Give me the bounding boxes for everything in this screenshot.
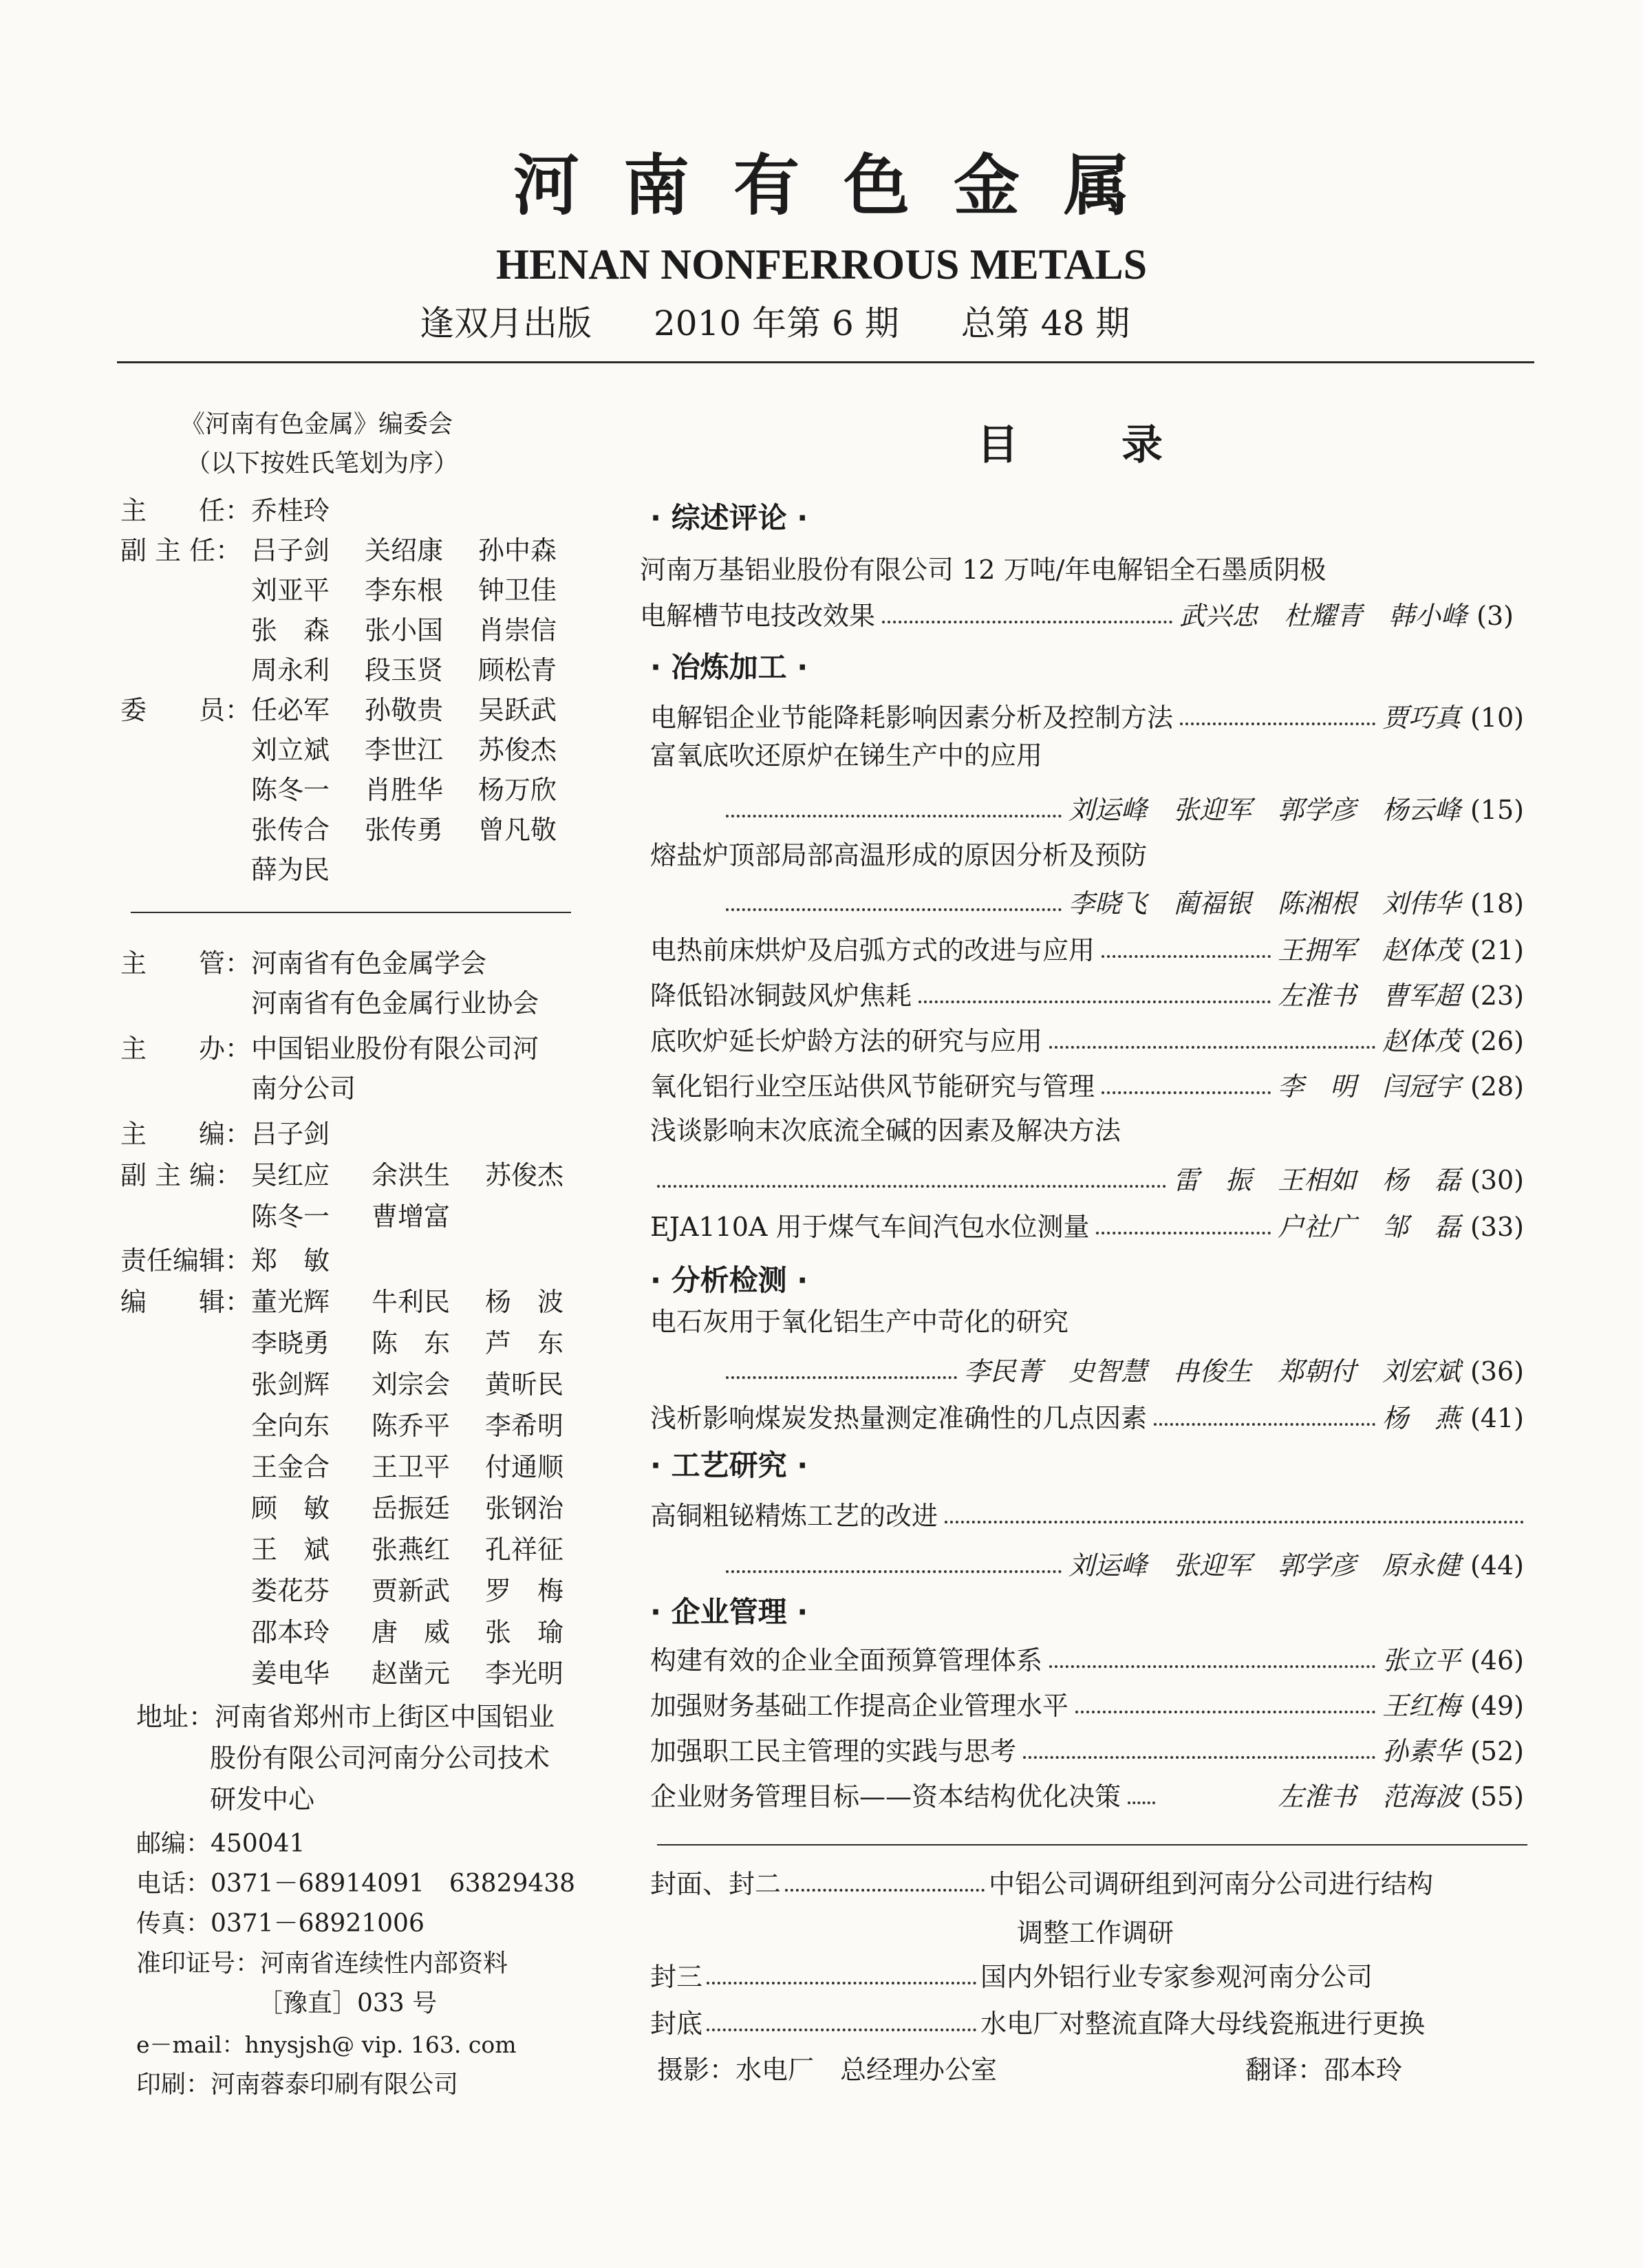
row-label: 责任编辑： <box>120 1245 252 1276</box>
member-name: 任必军 <box>251 695 330 725</box>
member-name: 顾松青 <box>478 655 557 685</box>
board-subheading: （以下按姓氏笔划为序） <box>186 449 459 478</box>
toc-entry-title: 电解铝企业节能降耗影响因素分析及控制方法 <box>650 703 1174 733</box>
toc-entry[interactable] <box>650 1771 1524 1812</box>
member-name: 张 森 <box>251 615 330 645</box>
total-issue-number: 总第 48 期 <box>960 303 1130 343</box>
cover-credit <box>650 2008 1524 2040</box>
toc-entry-authors: 户社广 邹 磊 <box>1277 1212 1461 1242</box>
editor-name: 陈冬一 <box>251 1201 330 1232</box>
section-heading: · 综述评论 · <box>650 501 808 535</box>
toc-entry[interactable] <box>650 925 1524 966</box>
toc-entry-authors: 刘运峰 张迎军 郭学彦 杨云峰 <box>1068 795 1461 825</box>
row-label: 主 管： <box>120 948 252 978</box>
leader-dots <box>1023 1756 1375 1759</box>
toc-entry-authors: 武兴忠 杜耀青 韩小峰 <box>1179 601 1468 631</box>
editor-name: 邵本玲 <box>251 1617 330 1647</box>
toc-entry[interactable] <box>650 1346 1524 1387</box>
editor-name: 李光明 <box>485 1658 564 1689</box>
toc-entry-title: 企业财务管理目标——资本结构优化决策 <box>650 1782 1121 1812</box>
toc-entry-page: (30) <box>1470 1165 1524 1195</box>
toc-entry-page: (49) <box>1470 1691 1524 1721</box>
member-name: 陈冬一 <box>251 775 330 805</box>
toc-entry-title: 浅析影响煤炭发热量测定准确性的几点因素 <box>650 1403 1148 1433</box>
editor-name: 吴红应 <box>251 1160 330 1190</box>
leader-dots <box>1049 1046 1375 1049</box>
publisher-text: 吕子剑 <box>251 1119 330 1149</box>
photo-credit: 摄影：水电厂 总经理办公室 <box>657 2055 998 2085</box>
editor-name: 贾新武 <box>372 1576 451 1606</box>
print-permit: 准印证号：河南省连续性内部资料 <box>136 1949 508 1978</box>
phone: 电话：0371－68914091 63829438 <box>136 1870 576 1898</box>
toc-entry-title: EJA110A 用于煤气车间汽包水位测量 <box>650 1212 1090 1242</box>
toc-entry-title: 加强财务基础工作提高企业管理水平 <box>650 1691 1069 1721</box>
member-name: 李东根 <box>365 575 444 606</box>
toc-entry[interactable] <box>650 692 1524 734</box>
leader-dots <box>1102 1091 1271 1094</box>
toc-entry-authors: 张立平 <box>1382 1645 1461 1676</box>
toc-entry[interactable] <box>650 1680 1524 1722</box>
cover-label: 封三 <box>650 1962 703 1992</box>
editor-name: 王卫平 <box>372 1452 451 1482</box>
toc-entry-title: 降低铅冰铜鼓风炉焦耗 <box>650 981 912 1011</box>
journal-title-en: HENAN NONFERROUS METALS <box>495 242 1148 288</box>
editor-name: 张钢治 <box>485 1493 564 1523</box>
toc-entry-page: (10) <box>1470 703 1524 733</box>
editor-name: 李晓勇 <box>251 1328 330 1358</box>
toc-entry-title-line[interactable]: 熔盐炉顶部局部高温形成的原因分析及预防 <box>650 840 1148 870</box>
address-line: 研发中心 <box>210 1784 315 1815</box>
leader-dots <box>726 908 1062 911</box>
editor-name: 罗 梅 <box>485 1576 564 1606</box>
publication-frequency: 逢双月出版 <box>420 303 592 343</box>
editor-name: 全向东 <box>251 1411 330 1441</box>
toc-entry-title: 氧化铝行业空压站供风节能研究与管理 <box>650 1071 1095 1102</box>
editor-name: 赵凿元 <box>372 1658 451 1689</box>
printer: 印刷：河南蓉泰印刷有限公司 <box>136 2071 459 2099</box>
leader-dots <box>707 1982 976 1984</box>
leader-dots <box>945 1521 1524 1523</box>
address-line: 股份有限公司河南分公司技术 <box>210 1743 550 1773</box>
toc-entry[interactable] <box>640 590 1514 632</box>
publisher-text: 中国铝业股份有限公司河 <box>251 1034 539 1064</box>
editor-name: 曹增富 <box>372 1201 451 1232</box>
editor-name: 牛利民 <box>372 1287 451 1317</box>
member-name: 孙敬贵 <box>365 695 444 725</box>
cover-description: 中铝公司调研组到河南分公司进行结构 <box>989 1869 1434 1899</box>
row-label: 编 辑： <box>120 1287 252 1317</box>
toc-entry-authors: 贾巧真 <box>1382 703 1461 733</box>
toc-entry-authors: 左淮书 曹军超 <box>1277 981 1461 1011</box>
board-heading: 《河南有色金属》编委会 <box>180 410 453 438</box>
leader-dots <box>1128 1801 1155 1804</box>
toc-entry-authors: 王红梅 <box>1382 1691 1461 1721</box>
toc-entry-title: 高铜粗铋精炼工艺的改进 <box>650 1501 938 1531</box>
toc-entry-title: 电热前床烘炉及启弧方式的改进与应用 <box>650 935 1095 965</box>
editor-name: 张燕红 <box>372 1534 451 1565</box>
editor-name: 芦 东 <box>485 1328 564 1358</box>
leader-dots <box>1154 1423 1375 1426</box>
leader-dots <box>919 1001 1271 1003</box>
toc-entry-authors: 杨 燕 <box>1382 1403 1461 1433</box>
editor-name: 孔祥征 <box>485 1534 564 1565</box>
member-name: 关绍康 <box>365 535 444 566</box>
toc-entry[interactable] <box>650 1016 1524 1057</box>
row-label: 副 主 任： <box>120 535 242 566</box>
leader-dots <box>1049 1665 1375 1668</box>
toc-entry[interactable] <box>650 1540 1524 1581</box>
leader-dots <box>1096 1232 1271 1234</box>
toc-entry-page: (21) <box>1470 935 1524 965</box>
publisher-text: 河南省有色金属行业协会 <box>251 988 539 1018</box>
member-name: 段玉贤 <box>365 655 444 685</box>
toc-entry-page: (23) <box>1470 981 1524 1011</box>
toc-entry-page: (52) <box>1470 1736 1524 1766</box>
leader-dots <box>726 815 1062 817</box>
leader-dots <box>1102 955 1271 958</box>
member-name: 孙中森 <box>478 535 557 566</box>
section-heading: · 工艺研究 · <box>650 1448 808 1482</box>
toc-entry-title-line[interactable]: 电石灰用于氧化铝生产中苛化的研究 <box>650 1307 1069 1337</box>
member-name: 杨万欣 <box>478 775 557 805</box>
member-name: 吕子剑 <box>251 535 330 566</box>
toc-entry[interactable] <box>650 784 1524 826</box>
issue-number: 2010 年第 6 期 <box>654 303 899 343</box>
member-name: 钟卫佳 <box>478 575 557 606</box>
leader-dots <box>1075 1711 1375 1713</box>
row-label: 主 编： <box>120 1119 252 1149</box>
toc-entry-authors: 雷 振 王相如 杨 磊 <box>1172 1165 1461 1195</box>
row-label: 副 主 编： <box>120 1160 242 1190</box>
leader-dots <box>882 621 1172 623</box>
toc-entry-page: (3) <box>1476 601 1514 631</box>
toc-entry-title-line[interactable] <box>650 1490 1524 1532</box>
section-heading: · 分析检测 · <box>650 1263 808 1297</box>
editor-name: 岳振廷 <box>372 1493 451 1523</box>
email[interactable]: e－mail：hnysjsh@ vip. 163. com <box>136 2031 517 2058</box>
editor-name: 王 斌 <box>251 1534 330 1565</box>
member-name: 吴跃武 <box>478 695 557 725</box>
toc-entry-title-line[interactable]: 河南万基铝业股份有限公司 12 万吨/年电解铝全石墨质阴极 <box>640 555 1327 585</box>
leader-dots <box>657 1185 1166 1188</box>
cover-credit <box>650 1868 1524 1900</box>
section-heading: · 企业管理 · <box>650 1595 808 1629</box>
toc-entry-authors: 左淮书 范海波 <box>1277 1782 1461 1812</box>
toc-entry-page: (18) <box>1470 888 1524 919</box>
toc-entry[interactable] <box>650 1635 1524 1676</box>
toc-entry-page: (44) <box>1470 1550 1524 1581</box>
postcode: 邮编：450041 <box>136 1830 305 1858</box>
leader-dots <box>726 1570 1062 1573</box>
member-name: 李世江 <box>365 735 444 765</box>
row-label: 主 任： <box>120 495 252 526</box>
toc-entry[interactable] <box>650 970 1524 1012</box>
toc-entry-authors: 刘运峰 张迎军 郭学彦 原永健 <box>1068 1550 1461 1581</box>
toc-entry-authors: 赵体茂 <box>1382 1026 1461 1056</box>
toc-entry-page: (41) <box>1470 1403 1524 1433</box>
leader-dots <box>707 2029 976 2031</box>
cover-label: 封底 <box>650 2009 703 2039</box>
editor-name: 刘宗会 <box>372 1369 451 1400</box>
row-label: 委 员： <box>120 695 252 725</box>
cover-description: 水电厂对整流直降大母线瓷瓶进行更换 <box>980 2009 1426 2039</box>
toc-entry[interactable] <box>650 1155 1524 1196</box>
editor-name: 杨 波 <box>485 1287 564 1317</box>
editor-name: 张剑辉 <box>251 1369 330 1400</box>
editor-name: 顾 敏 <box>251 1493 330 1523</box>
address-line: 地址：河南省郑州市上街区中国铝业 <box>136 1702 555 1732</box>
toc-entry-title-line[interactable]: 富氧底吹还原炉在锑生产中的应用 <box>650 740 1043 771</box>
toc-entry-authors: 王拥军 赵体茂 <box>1277 935 1461 965</box>
editor-name: 付通顺 <box>485 1452 564 1482</box>
publisher-text: 南分公司 <box>251 1073 356 1104</box>
member-name: 薛为民 <box>251 855 330 885</box>
editor-name: 陈乔平 <box>372 1411 451 1441</box>
member-name: 刘立斌 <box>251 735 330 765</box>
left-rule <box>131 912 571 913</box>
toc-entry-title: 底吹炉延长炉龄方法的研究与应用 <box>650 1026 1043 1056</box>
toc-entry-title: 电解槽节电技改效果 <box>640 601 876 631</box>
editor-name: 姜电华 <box>251 1658 330 1689</box>
journal-title-cn: 河南有色金属 <box>513 147 1174 224</box>
member-name: 肖崇信 <box>478 615 557 645</box>
leader-dots <box>785 1889 985 1892</box>
toc-entry[interactable] <box>650 1061 1524 1102</box>
toc-entry-page: (28) <box>1470 1071 1524 1102</box>
toc-entry-authors: 孙素华 <box>1382 1736 1461 1766</box>
issue-line <box>420 303 1130 344</box>
cover-rule <box>657 1844 1527 1846</box>
toc-entry-page: (36) <box>1470 1356 1524 1387</box>
print-permit-number: ［豫直］033 号 <box>258 1989 438 2018</box>
toc-entry[interactable] <box>650 1201 1524 1243</box>
toc-entry-title-line[interactable]: 浅谈影响末次底流全碱的因素及解决方法 <box>650 1115 1121 1146</box>
toc-entry-title: 加强职工民主管理的实践与思考 <box>650 1736 1017 1766</box>
toc-entry-page: (46) <box>1470 1645 1524 1676</box>
cover-description-cont: 调整工作调研 <box>1017 1918 1174 1948</box>
member-name: 张传勇 <box>365 815 444 845</box>
toc-entry-page: (55) <box>1470 1782 1524 1812</box>
editor-name: 苏俊杰 <box>485 1160 564 1190</box>
editor-name: 张 瑜 <box>485 1617 564 1647</box>
editor-name: 唐 威 <box>372 1617 451 1647</box>
editor-name: 余洪生 <box>372 1160 451 1190</box>
header-rule <box>117 361 1534 363</box>
editor-name: 李希明 <box>485 1411 564 1441</box>
section-heading: · 冶炼加工 · <box>650 650 808 684</box>
member-name: 肖胜华 <box>365 775 444 805</box>
cover-credit <box>650 1961 1524 1993</box>
translation-credit: 翻译：邵本玲 <box>1245 2055 1403 2085</box>
toc-entry-page: (33) <box>1470 1212 1524 1242</box>
member-name: 苏俊杰 <box>478 735 557 765</box>
toc-heading: 目录 <box>977 421 1266 469</box>
member-name: 张小国 <box>365 615 444 645</box>
editor-name: 王金合 <box>251 1452 330 1482</box>
editor-name: 董光辉 <box>251 1287 330 1317</box>
cover-description: 国内外铝行业专家参观河南分公司 <box>980 1962 1373 1992</box>
member-name: 曾凡敬 <box>478 815 557 845</box>
toc-entry-authors: 李民菁 史智慧 冉俊生 郑朝付 刘宏斌 <box>963 1356 1461 1387</box>
member-name: 张传合 <box>251 815 330 845</box>
editor-name: 陈 东 <box>372 1328 451 1358</box>
member-name: 周永利 <box>251 655 330 685</box>
editor-name: 娄花芬 <box>251 1576 330 1606</box>
row-label: 主 办： <box>120 1034 252 1064</box>
member-name: 乔桂玲 <box>251 495 330 526</box>
editor-name: 黄昕民 <box>485 1369 564 1400</box>
toc-entry-authors: 李晓飞 蔺福银 陈湘根 刘伟华 <box>1068 888 1461 919</box>
publisher-text: 河南省有色金属学会 <box>251 948 487 978</box>
member-name: 刘亚平 <box>251 575 330 606</box>
toc-entry[interactable] <box>650 1393 1524 1434</box>
editor-name: 郑 敏 <box>251 1245 330 1276</box>
toc-entry-page: (15) <box>1470 795 1524 825</box>
toc-entry-authors: 李 明 闫冠宇 <box>1277 1071 1461 1102</box>
toc-entry-page: (26) <box>1470 1026 1524 1056</box>
cover-label: 封面、封二 <box>650 1869 782 1899</box>
leader-dots <box>1180 723 1375 725</box>
leader-dots <box>726 1376 957 1379</box>
fax: 传真：0371－68921006 <box>136 1909 425 1938</box>
toc-entry-title: 构建有效的企业全面预算管理体系 <box>650 1645 1043 1676</box>
toc-entry[interactable] <box>650 878 1524 919</box>
toc-entry[interactable] <box>650 1726 1524 1767</box>
